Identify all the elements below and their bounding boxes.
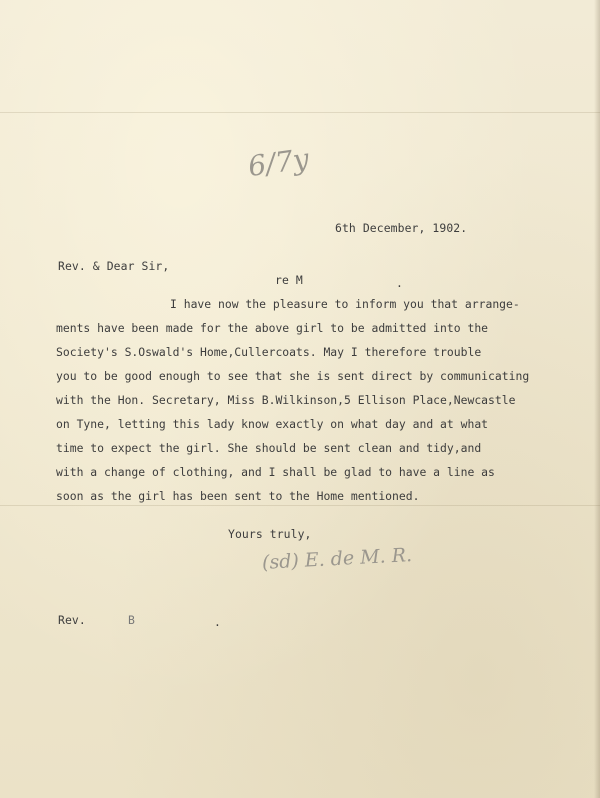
letter-body-line: with a change of clothing, and I shall be glad to have a line as <box>56 465 495 479</box>
letter-body-line: time to expect the girl. She should be sent clean and tidy,and <box>56 441 482 455</box>
letter-body-line: I have now the pleasure to inform you that arrange- <box>170 297 520 311</box>
letter-body-line: with the Hon. Secretary, Miss B.Wilkinson,5 Ellison Place,Newcastle <box>56 393 516 407</box>
recipient-initial: B <box>128 613 135 627</box>
recipient-prefix: Rev. <box>58 613 86 627</box>
letter-body-line: soon as the girl has been sent to the Home mentioned. <box>56 489 420 503</box>
letter-closing: Yours truly, <box>228 527 312 541</box>
letter-re-dot: . <box>396 276 403 290</box>
letter-date: 6th December, 1902. <box>335 221 468 235</box>
letter-body-line: ments have been made for the above girl to be admitted into the <box>56 321 489 335</box>
letter-body-line: Society's S.Oswald's Home,Cullercoats. May I therefore trouble <box>56 345 482 359</box>
pencil-annotation: 6/7y <box>245 141 311 184</box>
paper-fold-line <box>0 112 600 113</box>
paper-fold-line <box>0 505 600 506</box>
letter-re-line: re M <box>275 273 303 287</box>
recipient-dot: . <box>214 615 221 629</box>
paper-edge-shadow <box>594 0 600 798</box>
letter-body-line: on Tyne, letting this lady know exactly on what day and at what <box>56 417 489 431</box>
signature: (sd) E. de M. R. <box>261 544 413 574</box>
letter-body-line: you to be good enough to see that she is sent direct by communicating <box>56 369 530 383</box>
letter-salutation: Rev. & Dear Sir, <box>58 259 170 273</box>
